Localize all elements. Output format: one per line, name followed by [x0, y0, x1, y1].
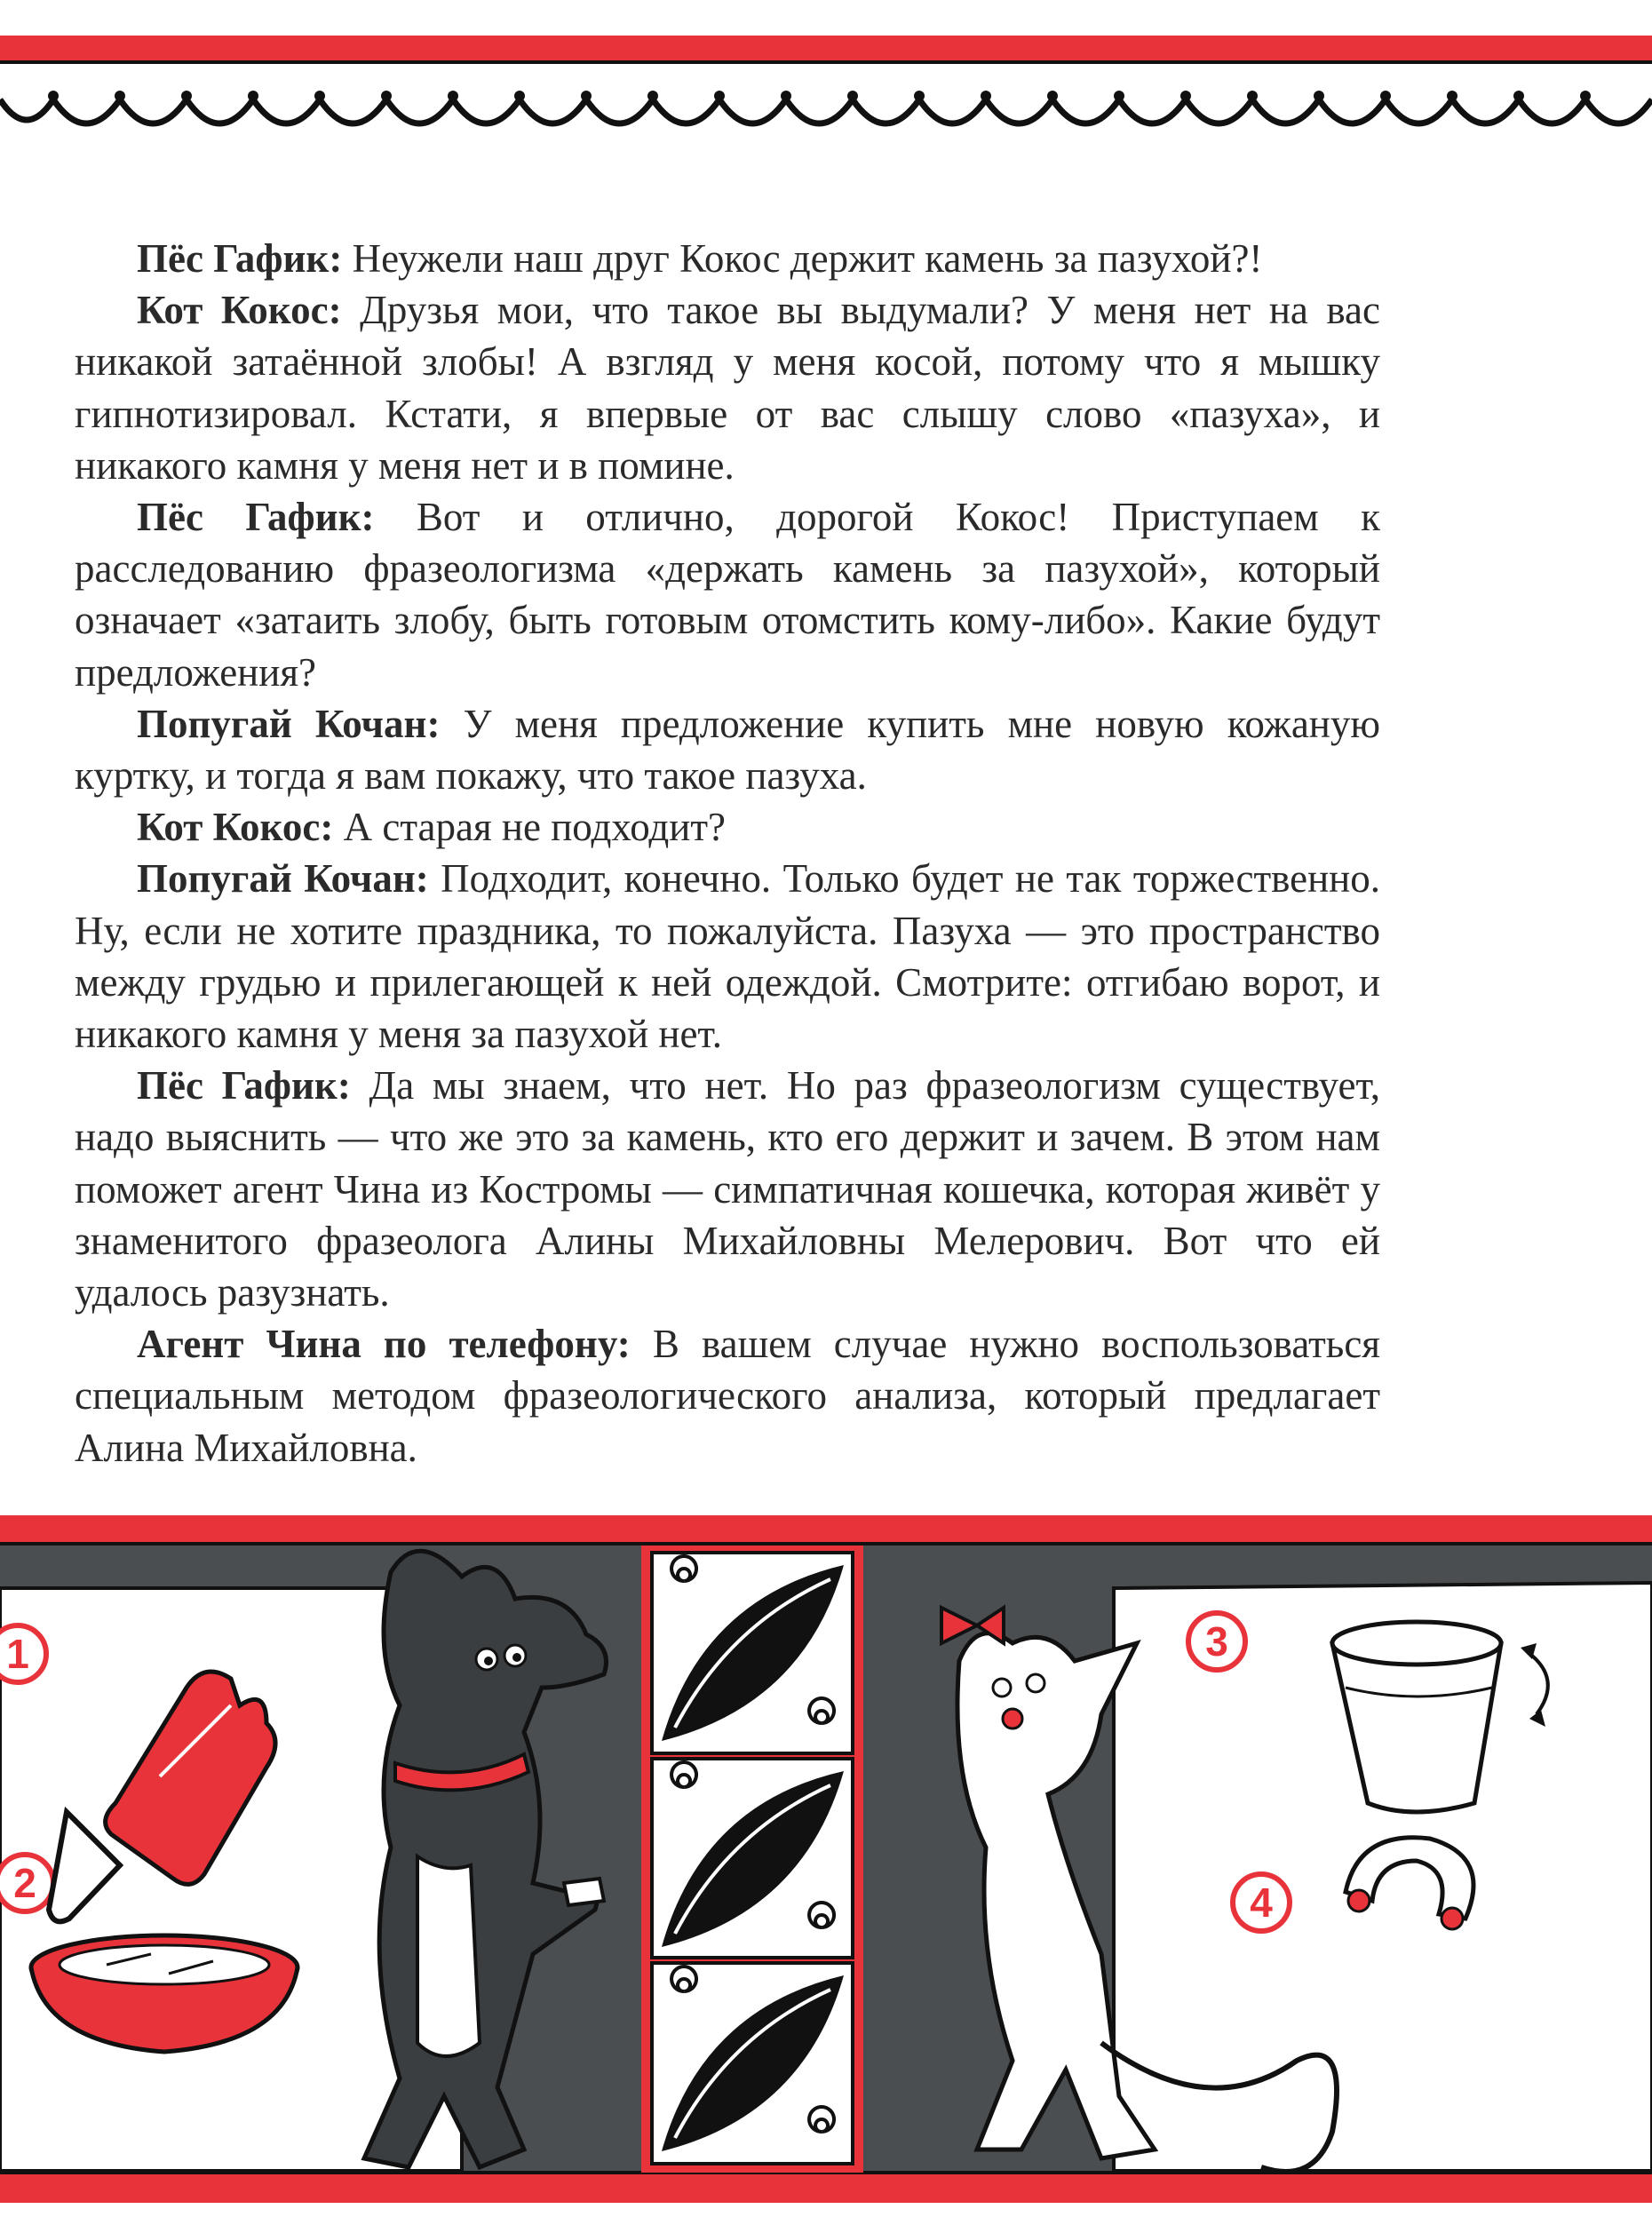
- dialogue-line: [75, 698, 1380, 801]
- number-badge-1: [0, 1625, 46, 1682]
- line-text: У меня предложение купить мне новую кожаную куртку, и тогда я вам покажу, что такое пазуха.: [75, 701, 1381, 799]
- number-label: 1: [6, 1631, 29, 1677]
- line-text: В вашем случае нужно воспользоваться специальным методом фразеологического анализа, который предлагает Алина Михайловна.: [75, 1322, 1380, 1470]
- line-text: Вот и отлично, дорогой Кокос! Приступаем к расследованию фразеологизма «держать камень за пазухой», который означает «затаить злобу, быть готовым отомстить кому-либо». Какие будут предложения?: [75, 495, 1380, 695]
- dialogue-line: [75, 853, 1380, 1060]
- ornament-icon: [641, 1546, 863, 2173]
- dialogue-line: [75, 233, 1380, 284]
- number-label: 2: [13, 1860, 36, 1906]
- dialogue-line: [75, 1318, 1380, 1474]
- number-badge-3: [1188, 1613, 1245, 1670]
- line-text: Неужели наш друг Кокос держит камень за пазухой?!: [342, 236, 1263, 281]
- speaker-name: Попугай Кочан:: [137, 856, 429, 902]
- number-label: 4: [1250, 1879, 1273, 1926]
- line-text: Друзья мои, что такое вы выдумали? У меня нет на вас никакой затаённой злобы! А взгляд у меня косой, потому что я мышку гипнотизировал. Кстати, я впервые от вас слышу слово «пазуха», и никакого камня у меня нет и в помине.: [75, 288, 1380, 488]
- dialogue-text: [75, 233, 1380, 1474]
- speaker-name: Пёс Гафик:: [137, 1063, 351, 1108]
- speaker-name: Кот Кокос:: [137, 805, 334, 850]
- speaker-name: Пёс Гафик:: [137, 236, 343, 281]
- speaker-name: Попугай Кочан:: [137, 701, 441, 746]
- number-label: 3: [1205, 1618, 1228, 1665]
- illustration-panel: [0, 1510, 1652, 2217]
- top-decorative-border: [0, 36, 1652, 142]
- number-badge-2: [0, 1855, 53, 1911]
- dialogue-line: [75, 1060, 1380, 1318]
- number-badge-4: [1233, 1874, 1290, 1931]
- dialogue-line: [75, 284, 1380, 491]
- dialogue-line: [75, 801, 1380, 853]
- speaker-name: Агент Чина по телефону:: [137, 1322, 631, 1367]
- line-text: А старая не подходит?: [333, 805, 727, 850]
- speaker-name: Кот Кокос:: [137, 288, 342, 333]
- speaker-name: Пёс Гафик:: [137, 495, 375, 540]
- line-text: Подходит, конечно. Только будет не так торжественно. Ну, если не хотите праздника, то пожалуйста. Пазуха — это пространство между грудью и прилегающей к ней одеждой. Смотрите: отгибаю ворот, и никакого камня у меня за пазухой нет.: [75, 856, 1380, 1057]
- dialogue-line: [75, 491, 1380, 698]
- line-text: Да мы знаем, что нет. Но раз фразеологизм существует, надо выяснить — что же это за камень, кто его держит и зачем. В этом нам поможет агент Чина из Костромы — симпатичная кошечка, которая живёт у знаменитого фразеолога Алины Михайловны Мелерович. Вот что ей удалось разузнать.: [75, 1063, 1380, 1315]
